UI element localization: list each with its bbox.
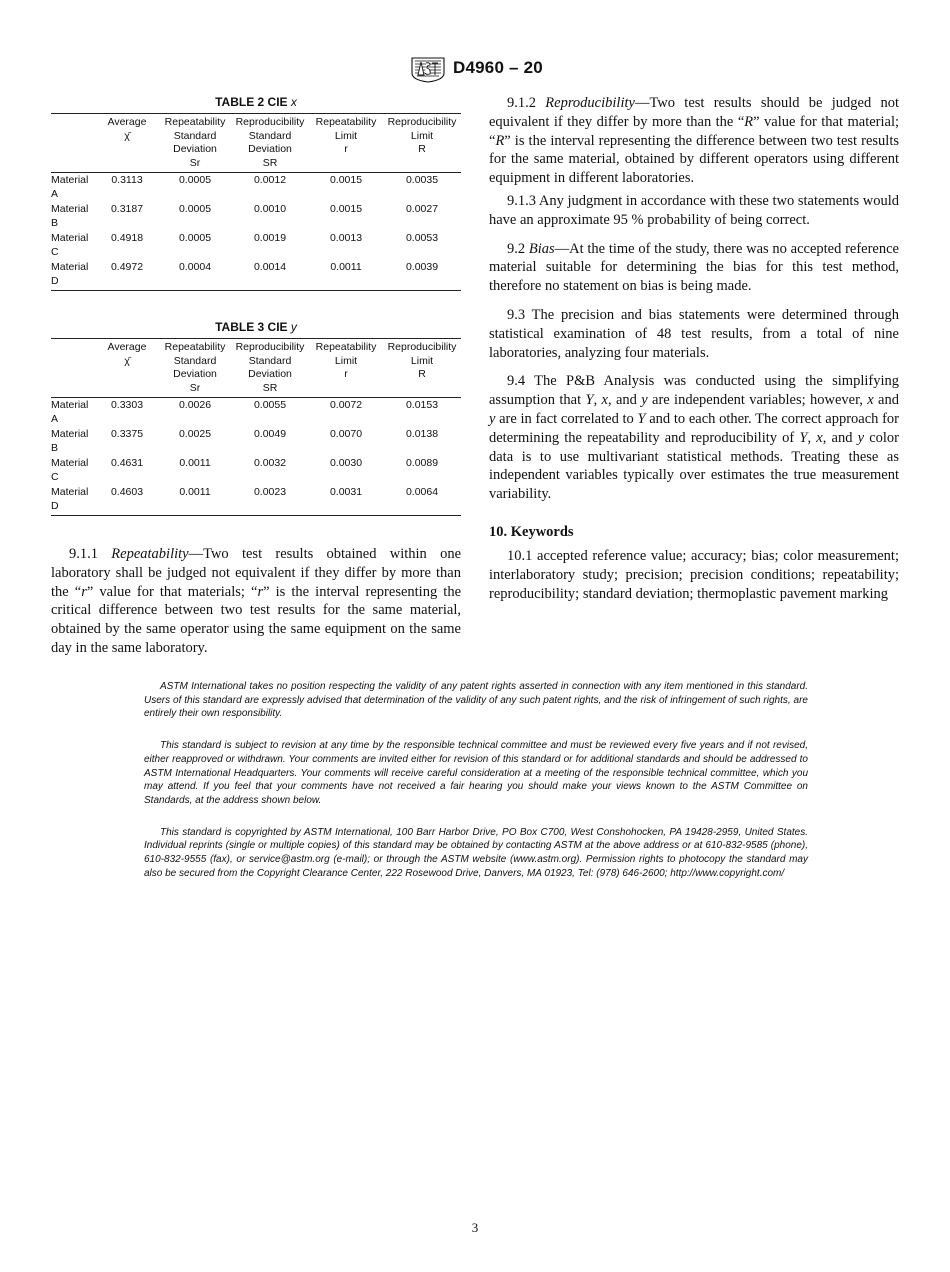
right-column (489, 94, 899, 603)
header-line (51, 341, 95, 355)
cell-r: 0.0030 (329, 457, 363, 469)
cell-sr: 0.0019 (253, 232, 287, 244)
header-line: Repeatability (164, 341, 226, 353)
cell-sr: 0.0005 (178, 174, 212, 186)
table3-title (51, 320, 461, 334)
header-line (95, 368, 159, 382)
text-run: —At the time of the study, there was no accepted reference material suitable for determining the bias for this test method, therefore no statement on bias is being made. (489, 240, 899, 295)
material-label (51, 485, 95, 516)
material-label (51, 260, 95, 291)
symbol-Y: Y (799, 429, 808, 446)
text-run: and to each other. The correct approach for determining the repeatability and reproducibility of (489, 410, 899, 446)
symbol-Y: Y (585, 392, 594, 409)
cell-r: 0.0153 (405, 399, 439, 411)
cell-sr: 0.0049 (253, 428, 287, 440)
table2-column-header (95, 114, 159, 173)
header-line (51, 157, 95, 171)
left-column (51, 545, 461, 658)
text-run: are in fact correlated to (495, 410, 638, 427)
copyright-notice: This standard is copyrighted by ASTM International, 100 Barr Harbor Drive, PO Box C700, West Conshohocken, PA 19428-2959, United States. Individual reprints (single or multiple copies) of this standard may be obtained by contacting ASTM at the above address or at 610-832-9585 (phone), 610-832-9555 (fax), or service@astm.org (e-mail); or through the ASTM website (www.astm.org). Permission rights to photocopy the standard may also be secured from the Copyright Clearance Center, 222 Rosewood Drive, Danvers, MA 01923, Tel: (978) 646-2600; http://www.copyright.com/ (144, 826, 808, 879)
header-line: Limit (334, 129, 358, 142)
material-label (51, 427, 95, 456)
text-run: —Two test results should be judged not equivalent if they differ by more than the “ (489, 95, 899, 130)
header-line: Standard (173, 129, 217, 142)
material-label-line: Material (51, 457, 89, 469)
symbol-y: y (857, 429, 865, 446)
header-line: R (418, 143, 426, 155)
cell-r: 0.0027 (405, 203, 439, 215)
header-line: Reproducibility (387, 116, 457, 128)
section-9-1-2 (489, 94, 899, 188)
term-reproducibility: Reproducibility (545, 95, 635, 111)
symbol-x: x (601, 392, 608, 409)
cell-avg: 0.4972 (95, 260, 159, 291)
header-line (309, 382, 383, 396)
header-line: Sr (189, 156, 201, 169)
table2-column-header (51, 114, 95, 173)
material-label-line: B (51, 441, 59, 454)
header-line (309, 157, 383, 171)
cell-sr: 0.0032 (253, 457, 287, 469)
header-line: Repeatability (164, 116, 226, 128)
cell-sr: 0.0004 (159, 260, 231, 291)
header-line: Average (107, 116, 147, 128)
page-header (0, 55, 950, 85)
table3-header-row (51, 339, 461, 398)
cell-r: 0.0015 (329, 203, 363, 215)
header-line: χ̄ (124, 354, 130, 367)
cell-avg: 0.4631 (110, 457, 144, 469)
table-row (51, 456, 461, 485)
symbol-x: x (867, 392, 874, 409)
cell-r: 0.0011 (309, 260, 383, 291)
header-line: Standard (248, 354, 292, 367)
header-line: r (344, 368, 348, 380)
header-line: Limit (410, 129, 434, 142)
text-run: 9.4 The P&B Analysis was conducted using the simplifying assumption that (489, 373, 899, 409)
material-label-line: B (51, 216, 59, 229)
table2-column-header (309, 114, 383, 173)
term-repeatability: Repeatability (111, 546, 189, 562)
patent-notice: ASTM International takes no position respecting the validity of any patent rights asserted in connection with any item mentioned in this standard. Users of this standard are expressly advised that determination of the validity of any such patent rights, and the risk of infringement of such rights, are entirely their own responsibility. (144, 681, 808, 720)
symbol-x: x (816, 429, 823, 446)
table3-body (51, 398, 461, 516)
header-line (95, 157, 159, 171)
header-line: Reproducibility (235, 341, 305, 353)
cell-sr: 0.0014 (231, 260, 309, 291)
section-number: 9.2 (507, 240, 526, 257)
table2 (51, 113, 461, 291)
header-line (51, 382, 95, 396)
symbol-y: y (641, 392, 648, 409)
symbol-y: y (489, 410, 496, 427)
material-label (51, 398, 95, 428)
cell-r: 0.0072 (329, 399, 363, 411)
table-row (51, 231, 461, 260)
cell-sr: 0.0005 (178, 203, 212, 215)
symbol-r: r (257, 583, 264, 600)
cell-r: 0.0089 (405, 457, 439, 469)
header-line: Reproducibility (235, 116, 305, 128)
section-number: 9.1.1 (69, 546, 98, 562)
cell-r: 0.0070 (329, 428, 363, 440)
header-line: χ̄ (124, 129, 130, 142)
text-run: —Two test results obtained within one laboratory shall be judged not equivalent if they differ by more than the “ (51, 546, 462, 600)
header-line: r (344, 143, 348, 155)
material-label-line: Material (51, 486, 89, 498)
header-line: Deviation (248, 368, 292, 380)
text-run: ” is the interval representing the difference between two test results for the same material, obtained by different operators using different equipment in different laboratories. (489, 132, 899, 187)
text-run: , and (822, 429, 858, 446)
cell-avg: 0.3113 (111, 174, 143, 186)
header-line (383, 382, 461, 396)
cell-sr: 0.0055 (253, 399, 287, 411)
text-run: , (593, 392, 602, 409)
cell-sr: 0.0010 (253, 203, 287, 215)
cell-r: 0.0015 (329, 174, 363, 186)
header-line (383, 157, 461, 171)
header-line: Repeatability (315, 341, 377, 353)
section-10-1: 10.1 accepted reference value; accuracy; bias; color measurement; interlaboratory study; precision; precision conditions; repeatability; reproducibility; standard deviation; thermoplastic pavement marking (489, 547, 899, 602)
header-line (51, 368, 95, 382)
section-9-1-1 (51, 545, 461, 658)
header-line: Deviation (173, 143, 217, 155)
header-line: Reproducibility (387, 341, 457, 353)
header-line (51, 130, 95, 144)
table3-column-header (309, 339, 383, 398)
cell-sr: 0.0011 (159, 485, 231, 516)
cell-avg: 0.4603 (95, 485, 159, 516)
header-line: Sr (189, 381, 201, 394)
symbol-Y: Y (637, 410, 646, 427)
table-row (51, 173, 461, 203)
header-line: Repeatability (315, 116, 377, 128)
header-line: R (418, 368, 426, 380)
term-bias: Bias (528, 240, 555, 257)
table-row (51, 260, 461, 291)
astm-logo (409, 55, 447, 83)
header-line: Limit (410, 354, 434, 367)
material-label (51, 173, 95, 203)
header-line (51, 355, 95, 369)
cell-r: 0.0138 (405, 428, 439, 440)
symbol-R: R (495, 132, 505, 149)
material-label (51, 456, 95, 485)
cell-avg: 0.4918 (110, 232, 144, 244)
table3-title-prefix: TABLE 3 CIE (215, 320, 288, 334)
table2-body (51, 173, 461, 291)
legal-footer (144, 680, 808, 898)
section-9-4 (489, 372, 899, 504)
text-run: , (807, 429, 817, 446)
table2-column-header (383, 114, 461, 173)
section-9-3: 9.3 The precision and bias statements were determined through statistical examination of 48 test results, from a total of nine laboratories, analyzing four materials. (489, 306, 899, 361)
table-row (51, 485, 461, 516)
material-label-line: A (51, 187, 59, 200)
cell-sr: 0.0011 (179, 457, 211, 469)
table3-column-header (159, 339, 231, 398)
cell-avg: 0.3375 (110, 428, 144, 440)
header-line: Deviation (248, 143, 292, 155)
cell-sr: 0.0012 (253, 174, 287, 186)
material-label-line: A (51, 412, 59, 425)
section-10-heading: 10. Keywords (489, 523, 574, 540)
header-line (51, 116, 95, 130)
table-row (51, 202, 461, 231)
material-label-line: D (51, 274, 59, 287)
text-run: ” value for that material; “ (489, 113, 900, 149)
cell-sr: 0.0025 (178, 428, 212, 440)
table3 (51, 338, 461, 516)
material-label-line: Material (51, 261, 89, 273)
material-label-line: Material (51, 428, 89, 440)
symbol-R: R (744, 113, 754, 130)
header-line: Deviation (173, 368, 217, 380)
cell-sr: 0.0005 (178, 232, 212, 244)
revision-notice: This standard is subject to revision at any time by the responsible technical committee and must be reviewed every five years and if not revised, either reapproved or withdrawn. Your comments are invited either for revision of this standard or for additional standards and should be addressed to ASTM International Headquarters. Your comments will receive careful consideration at a meeting of the responsible technical committee, which you may attend. If you feel that your comments have not received a fair hearing you should make your views known to the ASTM Committee on Standards, at the address shown below. (144, 740, 808, 806)
cell-r: 0.0064 (383, 485, 461, 516)
table3-column-header (95, 339, 159, 398)
text-run: , and (607, 392, 642, 409)
table3-column-header (231, 339, 309, 398)
material-label-line: Material (51, 203, 89, 215)
table-row (51, 427, 461, 456)
cell-sr: 0.0026 (178, 399, 212, 411)
section-9-2 (489, 240, 899, 296)
header-line: SR (262, 156, 278, 169)
symbol-r: r (81, 583, 87, 600)
cell-avg: 0.3303 (110, 399, 144, 411)
page-number: 3 (471, 1220, 479, 1235)
material-label-line: Material (51, 174, 89, 186)
table3-column-header (51, 339, 95, 398)
cell-sr: 0.0023 (231, 485, 309, 516)
table2-title-prefix: TABLE 2 CIE (215, 95, 288, 109)
material-label (51, 231, 95, 260)
cell-r: 0.0031 (309, 485, 383, 516)
cell-r: 0.0035 (405, 174, 439, 186)
header-line: Limit (334, 354, 358, 367)
section-9-1-3: 9.1.3 Any judgment in accordance with these two statements would have an approximate 95 % probability of being correct. (489, 192, 899, 228)
text-run: and (873, 392, 899, 409)
material-label (51, 202, 95, 231)
document-designation: D4960 – 20 (453, 58, 543, 77)
table2-title-variable: x (290, 95, 297, 109)
material-label-line: Material (51, 399, 89, 411)
text-run: are independent variables; however, (647, 392, 868, 409)
table3-title-variable: y (290, 320, 297, 334)
cell-r: 0.0039 (383, 260, 461, 291)
header-line (95, 143, 159, 157)
text-run: ” is the interval representing the critical difference between two test results for the same material, obtained by the same operator using the same equipment on the same day in the same laboratory. (51, 583, 462, 656)
section-number: 9.1.2 (507, 95, 536, 111)
cell-r: 0.0013 (329, 232, 363, 244)
text-run: ” value for that materials; “ (86, 583, 258, 600)
material-label-line: Material (51, 232, 89, 244)
header-line: SR (262, 381, 278, 394)
table2-title (51, 95, 461, 109)
header-line: Standard (173, 354, 217, 367)
header-line: Standard (248, 129, 292, 142)
table2-column-header (159, 114, 231, 173)
table3-column-header (383, 339, 461, 398)
table-row (51, 398, 461, 428)
table2-column-header (231, 114, 309, 173)
material-label-line: C (51, 470, 59, 483)
cell-avg: 0.3187 (110, 203, 144, 215)
header-line (51, 143, 95, 157)
material-label-line: C (51, 245, 59, 258)
table2-header-row (51, 114, 461, 173)
text-run: color data is to use multivariant statistical methods. Treating these as independent variables typically over estimates the true measurement variability. (489, 429, 900, 503)
header-line (95, 382, 159, 396)
header-line: Average (107, 341, 147, 353)
material-label-line: D (51, 499, 59, 512)
cell-r: 0.0053 (405, 232, 439, 244)
